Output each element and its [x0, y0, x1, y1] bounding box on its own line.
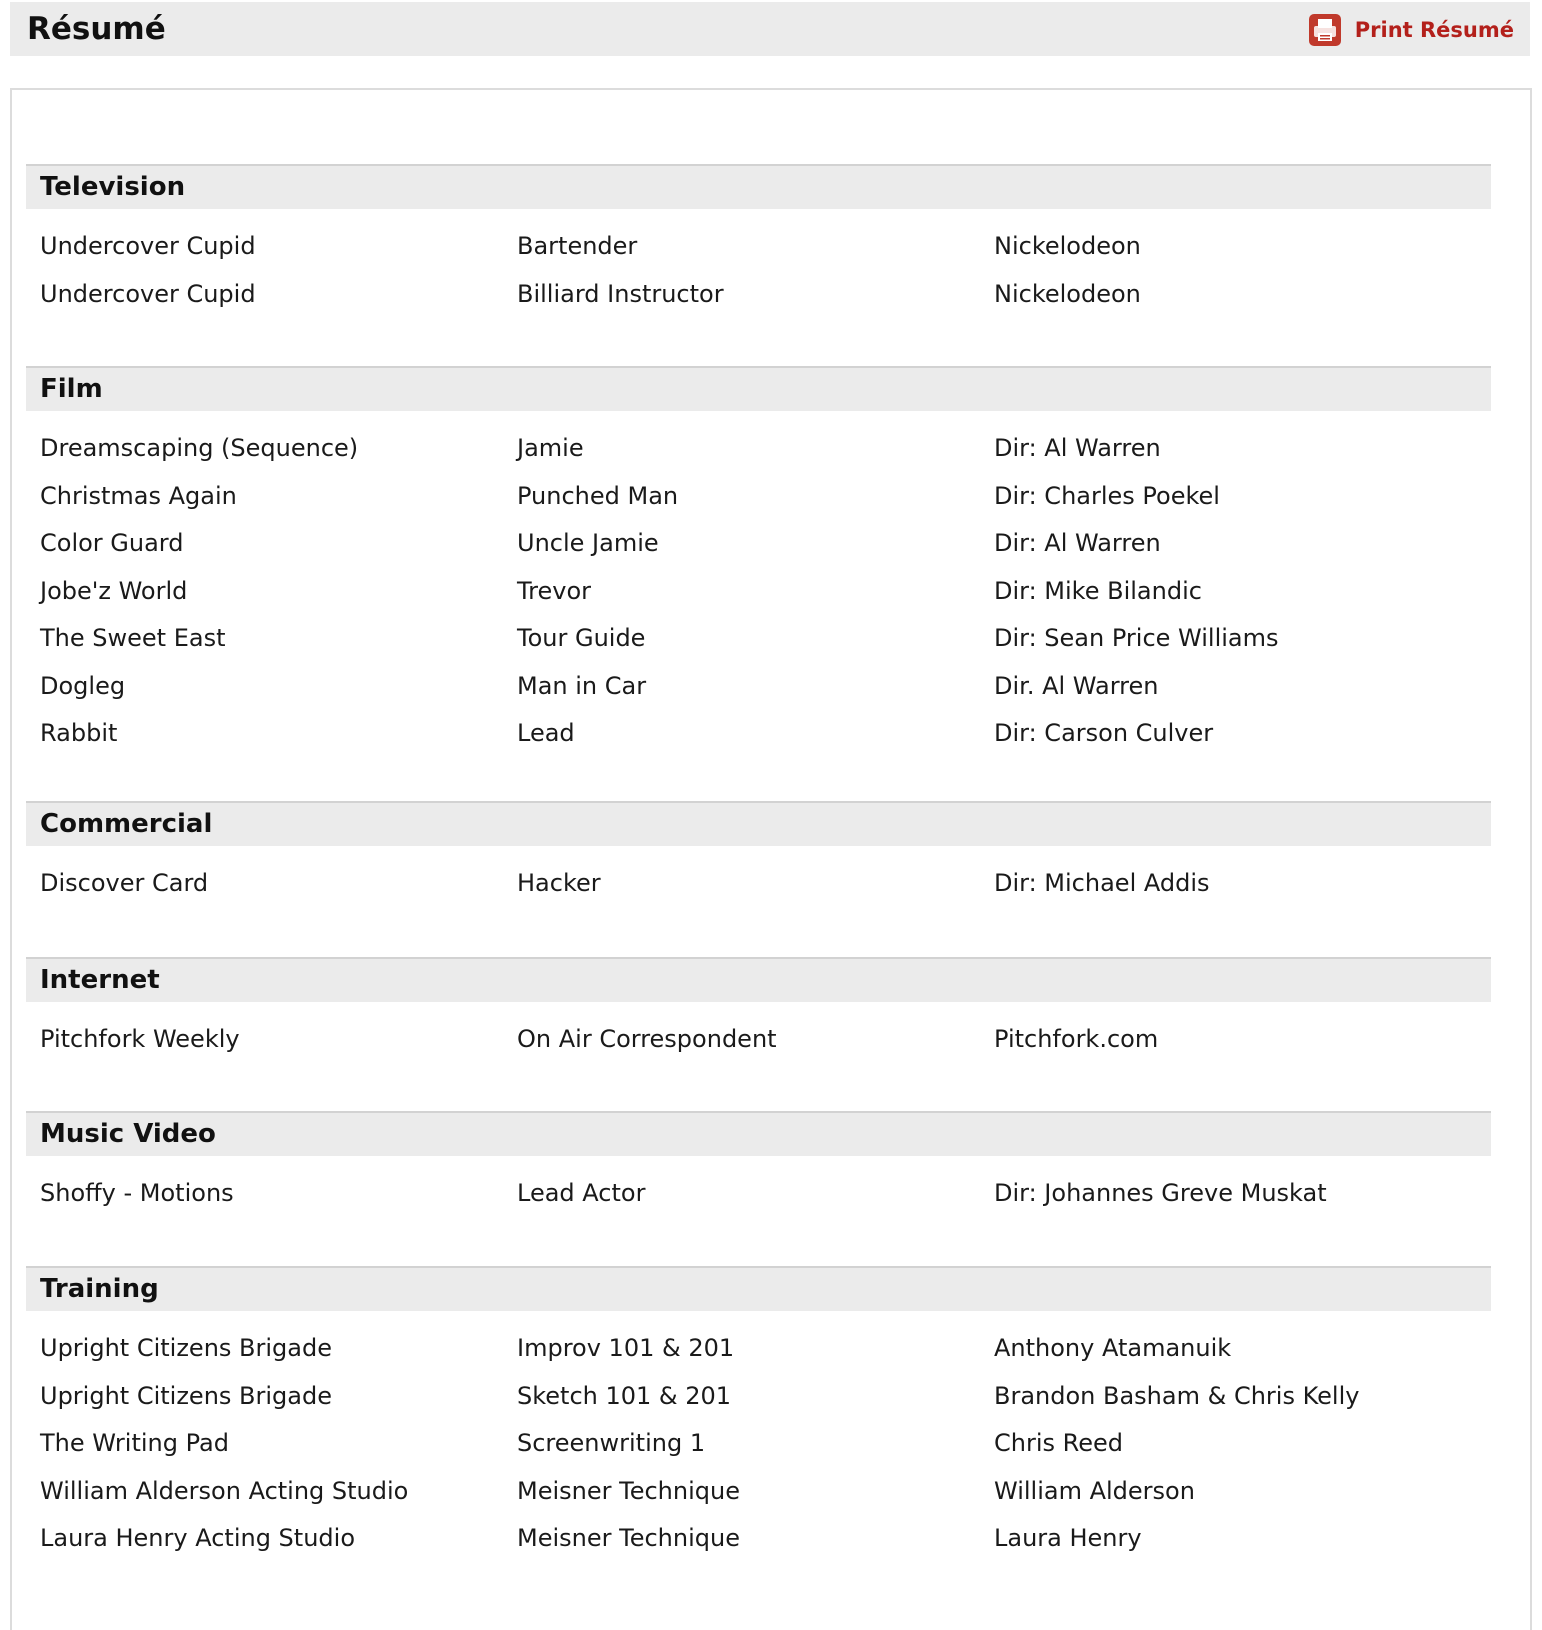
credit-role: Meisner Technique	[517, 1524, 740, 1552]
credit-role: Trevor	[517, 576, 591, 605]
credit-project: William Alderson Acting Studio	[40, 1476, 409, 1505]
credit-row	[26, 1016, 1491, 1064]
credit-list	[26, 846, 1491, 908]
credit-director: Dir: Al Warren	[994, 529, 1161, 557]
credit-row	[26, 1170, 1491, 1218]
credit-row	[26, 425, 1491, 473]
credit-project: Upright Citizens Brigade	[40, 1334, 332, 1362]
section-title: Television	[26, 164, 1491, 209]
print-resume-label: Print Résumé	[1354, 18, 1514, 42]
credit-project: Undercover Cupid	[40, 279, 256, 308]
credit-row	[26, 520, 1491, 568]
printer-icon	[1309, 14, 1341, 46]
credit-project: Upright Citizens Brigade	[40, 1381, 332, 1410]
credit-director: Dir: Johannes Greve Muskat	[994, 1179, 1327, 1207]
section-training	[26, 1266, 1491, 1563]
credit-director: Brandon Basham & Chris Kelly	[994, 1381, 1360, 1410]
credit-row	[26, 271, 1491, 319]
credit-list	[26, 1156, 1491, 1218]
credit-director: Dir: Al Warren	[994, 434, 1161, 462]
credit-role: Bartender	[517, 232, 638, 260]
credit-row	[26, 1515, 1491, 1563]
credit-project: The Writing Pad	[40, 1429, 229, 1457]
section-title: Music Video	[26, 1111, 1491, 1156]
section-title: Film	[26, 366, 1491, 411]
credit-director: Pitchfork.com	[994, 1025, 1159, 1053]
section-internet	[26, 957, 1491, 1064]
credit-role: Lead	[517, 719, 575, 747]
section-music-video	[26, 1111, 1491, 1218]
credit-director: Dir. Al Warren	[994, 671, 1159, 700]
credit-role: Meisner Technique	[517, 1476, 740, 1505]
credit-role: Improv 101 & 201	[517, 1334, 735, 1362]
print-resume-link[interactable]	[1309, 13, 1514, 47]
resume-header-bar	[10, 2, 1530, 56]
credit-project: Undercover Cupid	[40, 232, 256, 260]
credit-project: Rabbit	[40, 719, 118, 747]
credit-director: Anthony Atamanuik	[994, 1334, 1232, 1362]
credit-list	[26, 1002, 1491, 1064]
credit-role: Jamie	[517, 434, 584, 462]
credit-project: Discover Card	[40, 869, 209, 897]
credit-role: Man in Car	[517, 671, 647, 700]
credit-role: Screenwriting 1	[517, 1429, 706, 1457]
credit-project: Pitchfork Weekly	[40, 1025, 240, 1053]
page-title: Résumé	[27, 11, 166, 47]
credit-row	[26, 1325, 1491, 1373]
credit-role: Punched Man	[517, 481, 679, 510]
credit-row	[26, 860, 1491, 908]
section-film	[26, 366, 1491, 758]
section-title: Commercial	[26, 801, 1491, 846]
credit-director: Dir: Charles Poekel	[994, 481, 1220, 510]
credit-row	[26, 1468, 1491, 1516]
credit-director: Nickelodeon	[994, 232, 1141, 260]
section-commercial	[26, 801, 1491, 908]
credit-role: Lead Actor	[517, 1179, 646, 1207]
credit-director: Dir: Michael Addis	[994, 869, 1210, 897]
credit-role: On Air Correspondent	[517, 1025, 777, 1053]
credit-project: Shoffy - Motions	[40, 1179, 234, 1207]
credit-role: Hacker	[517, 869, 601, 897]
credit-row	[26, 473, 1491, 521]
credit-director: William Alderson	[994, 1476, 1195, 1505]
credit-project: Color Guard	[40, 529, 184, 557]
credit-project: Dogleg	[40, 671, 126, 700]
credit-project: Jobe'z World	[40, 576, 188, 605]
credit-role: Billiard Instructor	[517, 279, 724, 308]
credit-role: Uncle Jamie	[517, 529, 659, 557]
credit-director: Dir: Mike Bilandic	[994, 576, 1202, 605]
credit-role: Tour Guide	[517, 624, 646, 652]
credit-director: Nickelodeon	[994, 279, 1141, 308]
credit-list	[26, 1311, 1491, 1563]
credit-project: Christmas Again	[40, 481, 237, 510]
credit-director: Laura Henry	[994, 1524, 1142, 1552]
credit-role: Sketch 101 & 201	[517, 1381, 732, 1410]
credit-row	[26, 663, 1491, 711]
credit-director: Chris Reed	[994, 1429, 1123, 1457]
credit-project: Dreamscaping (Sequence)	[40, 434, 359, 462]
section-title: Internet	[26, 957, 1491, 1002]
credit-row	[26, 568, 1491, 616]
credit-project: Laura Henry Acting Studio	[40, 1524, 355, 1552]
credit-list	[26, 209, 1491, 318]
section-television	[26, 164, 1491, 318]
credit-list	[26, 411, 1491, 758]
credit-director: Dir: Sean Price Williams	[994, 624, 1279, 652]
credit-director: Dir: Carson Culver	[994, 719, 1214, 747]
credit-row	[26, 223, 1491, 271]
credit-row	[26, 710, 1491, 758]
section-title: Training	[26, 1266, 1491, 1311]
credit-project: The Sweet East	[40, 624, 226, 652]
credit-row	[26, 615, 1491, 663]
credit-row	[26, 1420, 1491, 1468]
credit-row	[26, 1373, 1491, 1421]
